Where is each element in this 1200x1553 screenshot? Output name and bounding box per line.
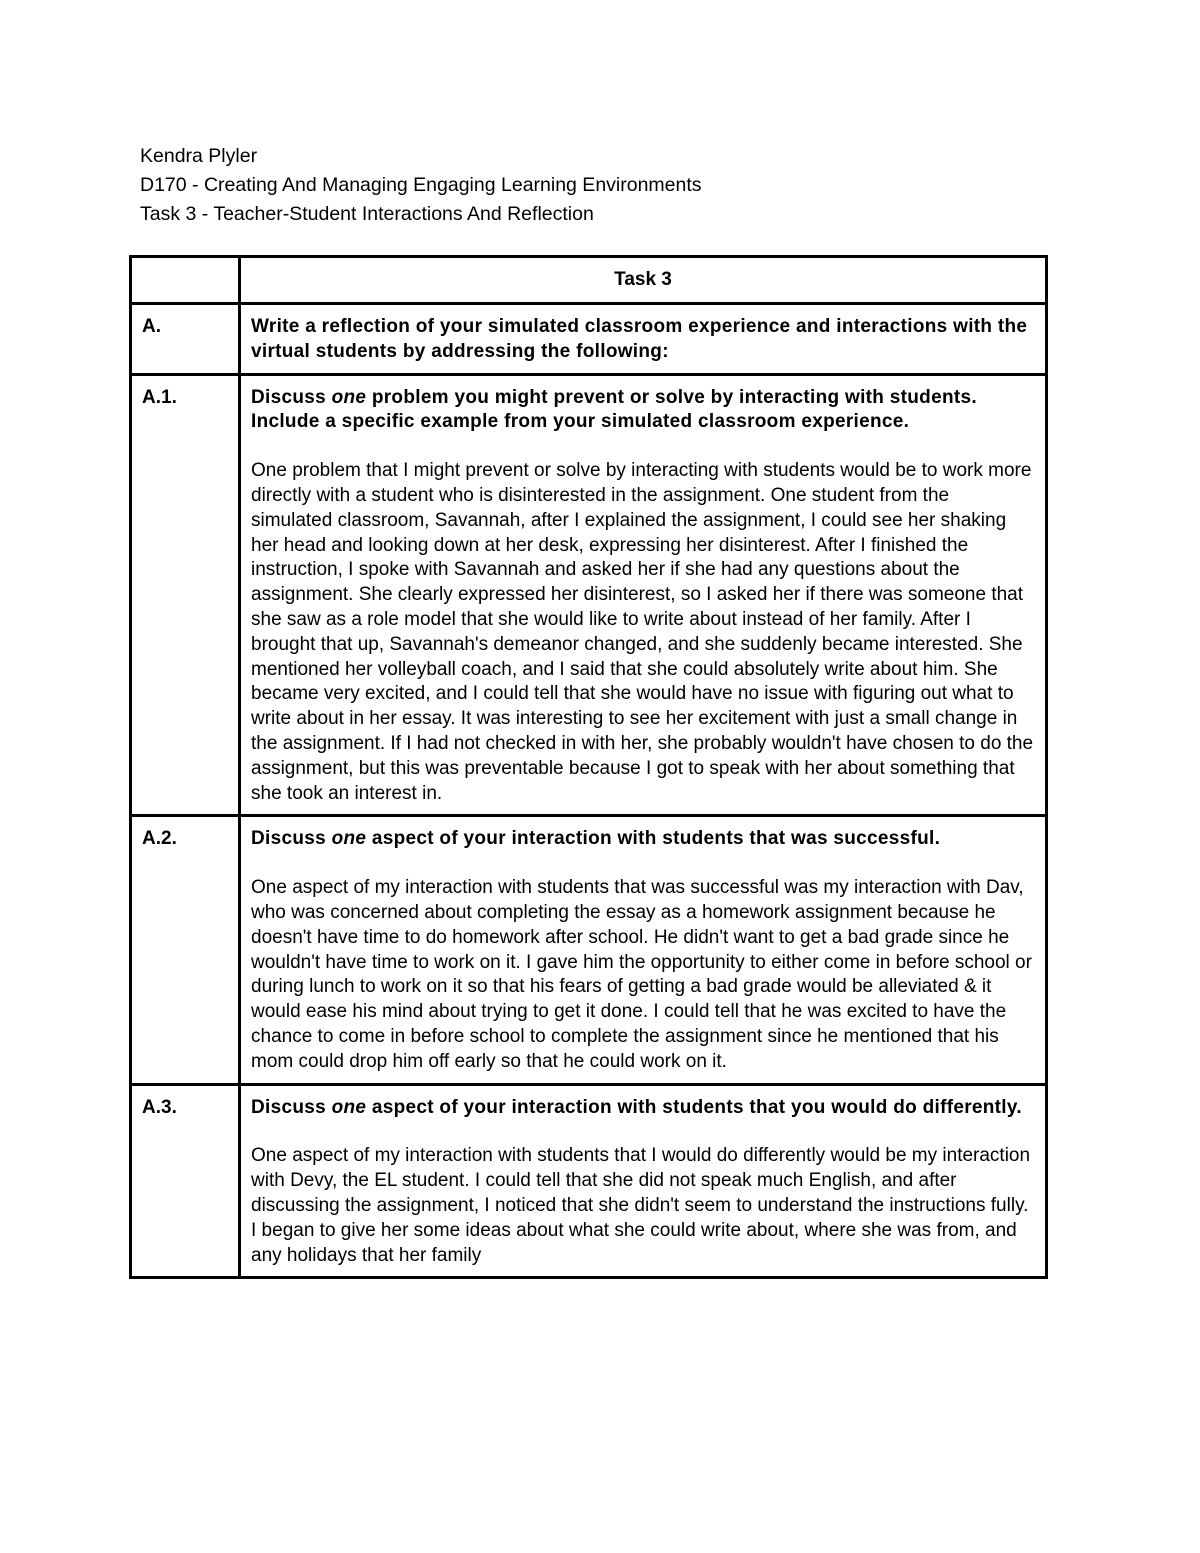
table-row — [131, 816, 1047, 1084]
course-title: D170 - Creating And Managing Engaging Learning Environments — [140, 174, 702, 196]
task-title: Task 3 - Teacher-Student Interactions And Reflection — [140, 203, 594, 225]
row-label: A. — [131, 304, 240, 375]
table-row — [131, 374, 1047, 816]
prompt-emphasis: one — [331, 828, 367, 850]
prompt — [251, 386, 1035, 436]
document-header — [140, 142, 702, 229]
task-table — [129, 255, 1048, 1279]
row-content — [240, 304, 1047, 375]
answer: One problem that I might prevent or solve by interacting with students would be to work more directly with a student who is disinterested in the assignment. One student from the simulated classroom, Savannah, after I explained the assignment, I could see her shaking her head and looking down at her desk, expressing her disinterest. After I finished the instruction, I spoke with Savannah and asked her if she had any questions about the assignment. She clearly expressed her disinterest, so I asked her if there was someone that she saw as a role model that she would like to write about instead of her family. After I brought that up, Savannah's demeanor changed, and she suddenly became interested. She mentioned her volleyball coach, and I said that she could absolutely write about him. She became very excited, and I could tell that she would have no issue with figuring out what to write about in her essay. It was interesting to see her excitement with just a small change in the assignment. If I had not checked in with her, she probably wouldn't have chosen to do the assignment, but this was preventable because I got to speak with her about something that she took an interest in. — [251, 460, 1034, 804]
row-content — [240, 1084, 1047, 1278]
prompt: Write a reflection of your simulated classroom experience and interactions with the virtual students by addressing the following: — [251, 316, 1028, 362]
answer: One aspect of my interaction with students that I would do differently would be my interaction with Devy, the EL student. I could tell that she did not speak much English, and after discussing the assignment, I noticed that she didn't seem to understand the instructions fully. I began to give her some ideas about what she could write about, where she was from, and any holidays that her family — [251, 1145, 1031, 1266]
row-label: A.1. — [131, 374, 240, 816]
prompt-emphasis: one — [331, 1096, 367, 1118]
prompt-text: Discuss — [251, 828, 332, 850]
table-row — [131, 304, 1047, 375]
prompt-emphasis: one — [331, 386, 367, 408]
prompt — [251, 1096, 1035, 1121]
prompt-text: Discuss — [251, 386, 332, 408]
prompt-text: aspect of your interaction with students that was successful. — [366, 828, 941, 850]
row-label: A.3. — [131, 1084, 240, 1278]
answer: One aspect of my interaction with students that was successful was my interaction with Dav, who was concerned about completing the essay as a homework assignment because he doesn't have time to do homework after school. He didn't want to get a bad grade since he wouldn't have time to work on it. I gave him the opportunity to either come in before school or during lunch to work on it so that his fears of getting a bad grade would be alleviated & it would ease his mind about trying to get it done. I could tell that he was excited to have the chance to come in before school to complete the assignment since he mentioned that his mom could drop him off early so that he could work on it. — [251, 877, 1032, 1072]
prompt — [251, 827, 1035, 852]
author-name: Kendra Plyler — [140, 145, 258, 167]
prompt-text: aspect of your interaction with students that you would do differently. — [366, 1096, 1022, 1118]
row-content — [240, 374, 1047, 816]
prompt-text: problem you might prevent or solve by interacting with students. Include a specific example from your simulated classroom experience. — [251, 386, 977, 433]
row-label: A.2. — [131, 816, 240, 1084]
table-header-row — [131, 257, 1047, 304]
prompt-text: Discuss — [251, 1096, 332, 1118]
table-row — [131, 1084, 1047, 1278]
empty-cell — [131, 257, 240, 304]
table-title: Task 3 — [240, 257, 1047, 304]
row-content — [240, 816, 1047, 1084]
